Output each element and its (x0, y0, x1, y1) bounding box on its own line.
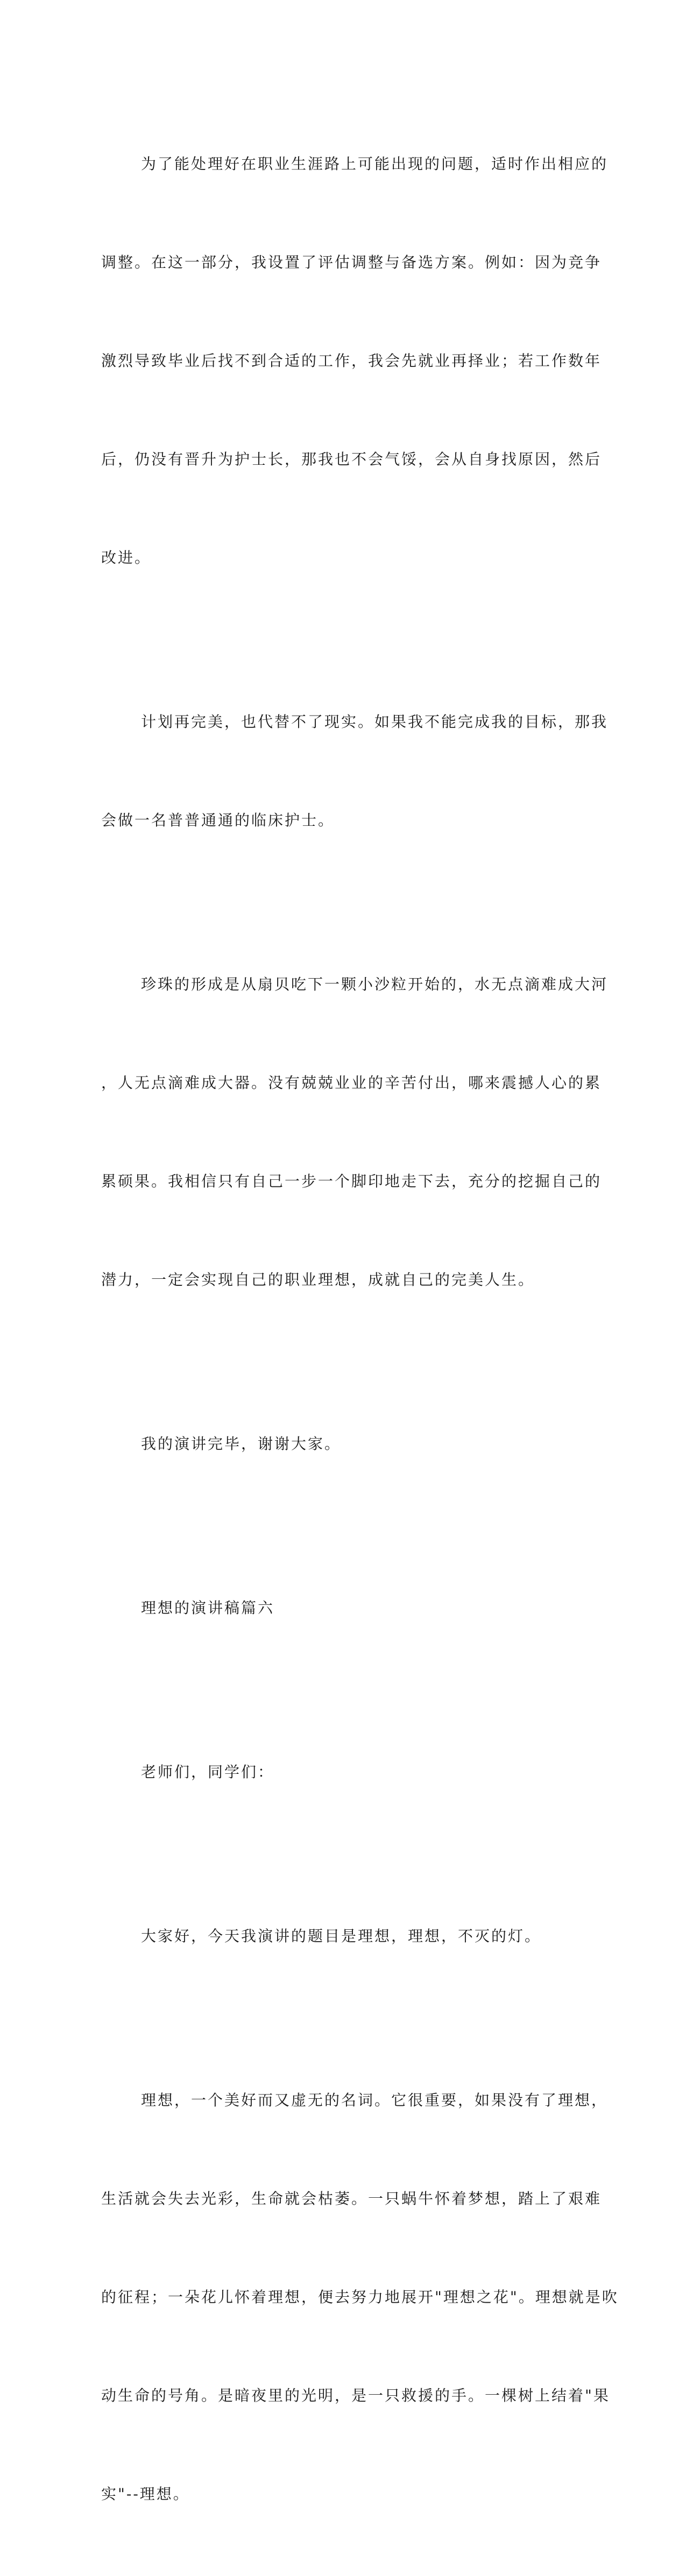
text-line: 生活就会失去光彩，生命就会枯萎。一只蜗牛怀着梦想，踏上了艰难 (101, 2190, 602, 2207)
text-line: 动生命的号角。是暗夜里的光明，是一只救援的手。一棵树上结着"果 (101, 2387, 610, 2404)
section-heading (101, 1526, 580, 1690)
paragraph-salutation (101, 1690, 580, 1854)
text-line: 会做一名普普通通的临床护士。 (101, 811, 335, 829)
text-line: 调整。在这一部分，我设置了评估调整与备选方案。例如：因为竞争 (101, 253, 602, 271)
text-line: 改进。 (101, 549, 152, 567)
text-line: ，人无点滴难成大器。没有兢兢业业的辛苦付出，哪来震撼人心的累 (101, 1074, 602, 1092)
text-line: 累硕果。我相信只有自己一步一个脚印地走下去，充分的挖掘自己的 (101, 1172, 602, 1190)
text-line: 激烈导致毕业后找不到合适的工作，我会先就业再择业；若工作数年 (101, 352, 602, 370)
text-line: 的征程；一朵花儿怀着理想，便去努力地展开"理想之花"。理想就是吹 (101, 2288, 619, 2306)
text-line: 大家好，今天我演讲的题目是理想，理想，不灭的灯。 (141, 1927, 542, 1945)
text-line: 理想的演讲稿篇六 (141, 1599, 275, 1617)
text-line: 后，仍没有晋升为护士长，那我也不会气馁，会从自身找原因，然后 (101, 450, 602, 468)
paragraph-adjustment-plan (101, 82, 609, 640)
text-line: 我的演讲完毕，谢谢大家。 (141, 1435, 342, 1453)
paragraph-closing (101, 1362, 580, 1526)
text-line: 理想，一个美好而又虚无的名词。它很重要，如果没有了理想， (141, 2091, 609, 2109)
paragraph-ideal (101, 2018, 619, 2576)
text-line: 珍珠的形成是从扇贝吃下一颗小沙粒开始的，水无点滴难成大河 (141, 975, 609, 993)
paragraph-plan-vs-reality (101, 640, 609, 902)
document-body (101, 82, 619, 2576)
text-line: 计划再完美，也代替不了现实。如果我不能完成我的目标，那我 (141, 713, 609, 731)
text-line: 为了能处理好在职业生涯路上可能出现的问题，适时作出相应的 (141, 155, 609, 173)
text-line: 潜力，一定会实现自己的职业理想，成就自己的完美人生。 (101, 1271, 535, 1289)
text-line: 实"--理想。 (101, 2485, 190, 2503)
paragraph-greeting (101, 1854, 580, 2018)
text-line: 老师们，同学们： (141, 1763, 275, 1781)
paragraph-pearl (101, 902, 609, 1362)
